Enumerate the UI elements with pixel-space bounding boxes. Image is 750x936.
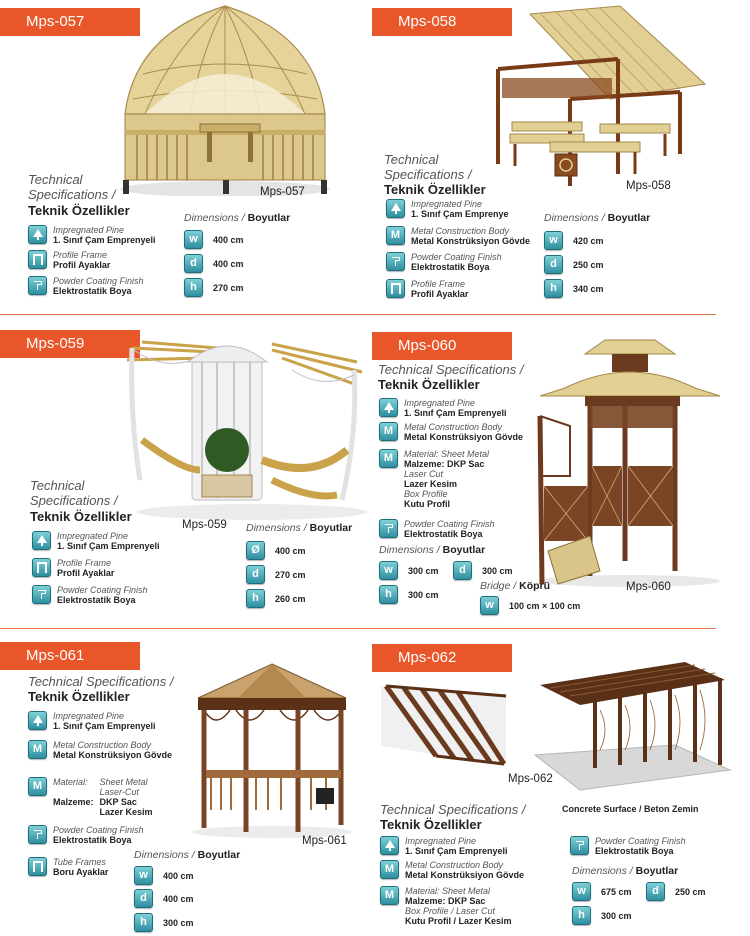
- metal-icon: M: [380, 886, 399, 905]
- product-caption: Mps-059: [182, 519, 227, 531]
- frame-icon: [386, 279, 405, 298]
- spec-item: M Metal Construction Body Metal Konstrüksiyon Gövde: [28, 740, 172, 760]
- height-icon: h: [379, 585, 398, 604]
- dimension-width: w 400 cm: [184, 230, 244, 249]
- paint-icon: [32, 585, 51, 604]
- spec-item: Profile Frame Profil Ayaklar: [32, 558, 114, 578]
- spec-item: Impregnated Pine 1. Sınıf Çam Emprenyeli: [28, 711, 156, 731]
- depth-icon: d: [246, 565, 265, 584]
- bridge-heading: Bridge / Köprü: [480, 580, 551, 592]
- dimension-width: w 420 cm: [544, 231, 604, 250]
- dimension-depth: d 250 cm: [646, 882, 706, 901]
- bridge-dimension: w 100 cm × 100 cm: [480, 596, 580, 615]
- width-icon: w: [379, 561, 398, 580]
- tech-heading-tr: Teknik Özellikler: [30, 509, 132, 524]
- tech-heading: Technical Specifications /: [380, 802, 526, 817]
- width-icon: w: [184, 230, 203, 249]
- spec-item-material: M Material: Sheet Metal Malzeme: DKP Sac Laser Cut Lazer Kesim Box Profile Kutu Profil: [379, 449, 489, 509]
- dimension-depth: d 250 cm: [544, 255, 604, 274]
- height-icon: h: [134, 913, 153, 932]
- concrete-surface-label: Concrete Surface / Beton Zemin: [562, 804, 699, 814]
- frame-icon: [28, 250, 47, 269]
- product-code-tag: Mps-062: [372, 644, 512, 672]
- product-caption: Mps-062: [508, 773, 553, 785]
- frame-icon: [32, 558, 51, 577]
- depth-icon: d: [646, 882, 665, 901]
- dimension-diameter: Ø 400 cm: [246, 541, 306, 560]
- paint-icon: [570, 836, 589, 855]
- pine-icon: [28, 711, 47, 730]
- dimensions-heading: Dimensions / Boyutlar: [246, 522, 353, 534]
- pine-icon: [28, 225, 47, 244]
- dimension-depth: d 400 cm: [134, 889, 194, 908]
- spec-item-material: M Material: Malzeme: Sheet Metal Laser-Cut DKP Sac Lazer Kesim: [28, 777, 153, 817]
- metal-icon: M: [28, 777, 47, 796]
- paint-icon: [379, 519, 398, 538]
- tech-heading: Technical Specifications /: [384, 152, 472, 182]
- dimension-height: h 270 cm: [184, 278, 244, 297]
- paint-icon: [28, 825, 47, 844]
- tech-heading: Technical Specifications /: [378, 362, 524, 377]
- dimension-height: h 300 cm: [134, 913, 194, 932]
- product-code-tag: Mps-060: [372, 332, 512, 360]
- dimension-depth: d 400 cm: [184, 254, 244, 273]
- spec-item: Powder Coating Finish Elektrostatik Boya: [28, 276, 144, 296]
- height-icon: h: [184, 278, 203, 297]
- dimensions-heading: Dimensions / Boyutlar: [572, 865, 679, 877]
- paint-icon: [28, 276, 47, 295]
- spec-item: M Metal Construction Body Metal Konstrüksiyon Gövde: [380, 860, 524, 880]
- spec-item: Profile Frame Profil Ayaklar: [386, 279, 468, 299]
- dimension-height: h 260 cm: [246, 589, 306, 608]
- section-divider: [0, 314, 716, 315]
- dome-gazebo-illustration: [115, 4, 335, 196]
- dimensions-heading: Dimensions / Boyutlar: [379, 544, 486, 556]
- width-icon: w: [134, 866, 153, 885]
- tech-heading-tr: Teknik Özellikler: [28, 203, 130, 218]
- dimension-width: w 300 cm: [379, 561, 439, 580]
- spec-item-material: M Material: Sheet Metal Malzeme: DKP Sac Box Profile / Laser Cut Kutu Profil / Lazer Kesim: [380, 886, 512, 926]
- depth-icon: d: [134, 889, 153, 908]
- tech-heading: Technical Specifications /: [30, 478, 118, 508]
- pergola-frame-illustration: [376, 676, 516, 776]
- spec-item: Impregnated Pine 1. Sınıf Çam Emprenyeli: [32, 531, 160, 551]
- spec-item: Tube Frames Boru Ayaklar: [28, 857, 108, 877]
- product-caption: Mps-061: [302, 835, 347, 847]
- tech-heading-tr: Teknik Özellikler: [378, 377, 480, 392]
- spec-item: M Metal Construction Body Metal Konstrüksiyon Gövde: [379, 422, 523, 442]
- height-icon: h: [246, 589, 265, 608]
- depth-icon: d: [544, 255, 563, 274]
- spec-item: Powder Coating Finish Elektrostatik Boya: [28, 825, 144, 845]
- metal-icon: M: [379, 422, 398, 441]
- metal-icon: M: [379, 449, 398, 468]
- pine-icon: [380, 836, 399, 855]
- tech-heading: Technical Specifications /: [28, 674, 174, 689]
- dimensions-heading: Dimensions / Boyutlar: [544, 212, 651, 224]
- metal-icon: M: [28, 740, 47, 759]
- pergola-concrete-illustration: [525, 650, 735, 800]
- product-code-tag: Mps-061: [0, 642, 140, 670]
- metal-icon: M: [386, 226, 405, 245]
- product-caption: Mps-058: [626, 180, 671, 192]
- dimension-height: h 340 cm: [544, 279, 604, 298]
- product-code-tag: Mps-059: [0, 330, 140, 358]
- product-code-tag: Mps-057: [0, 8, 140, 36]
- pine-icon: [386, 199, 405, 218]
- roofed-bench-illustration: [470, 4, 710, 189]
- tech-heading: Technical Specifications /: [28, 172, 116, 202]
- spec-item: Impregnated Pine 1. Sınıf Çam Emprenyeli: [379, 398, 507, 418]
- product-caption: Mps-057: [260, 186, 305, 198]
- tech-heading-tr: Teknik Özellikler: [28, 689, 130, 704]
- dimension-height: h 300 cm: [572, 906, 632, 925]
- spec-item: Powder Coating Finish Elektrostatik Boya: [379, 519, 495, 539]
- spec-item: Impregnated Pine 1. Sınıf Çam Emprenye: [386, 199, 509, 219]
- spec-item: Impregnated Pine 1. Sınıf Çam Emprenyeli: [28, 225, 156, 245]
- spec-item: Powder Coating Finish Elektrostatik Boya: [32, 585, 148, 605]
- width-icon: w: [572, 882, 591, 901]
- pergola-tower-illustration: [122, 330, 367, 520]
- width-icon: w: [480, 596, 499, 615]
- height-icon: h: [572, 906, 591, 925]
- octagonal-gazebo-illustration: [186, 660, 358, 840]
- dimension-width: w 400 cm: [134, 866, 194, 885]
- pine-icon: [379, 398, 398, 417]
- frame-icon: [28, 857, 47, 876]
- tech-heading-tr: Teknik Özellikler: [384, 182, 486, 197]
- depth-icon: d: [453, 561, 472, 580]
- product-caption: Mps-060: [626, 581, 671, 593]
- metal-icon: M: [380, 860, 399, 879]
- spec-item: Powder Coating Finish Elektrostatik Boya: [570, 836, 686, 856]
- pine-icon: [32, 531, 51, 550]
- diameter-icon: Ø: [246, 541, 265, 560]
- product-code-tag: Mps-058: [372, 8, 512, 36]
- pagoda-gazebo-illustration: [530, 326, 730, 588]
- dimensions-heading: Dimensions / Boyutlar: [184, 212, 291, 224]
- spec-item: Profile Frame Profil Ayaklar: [28, 250, 110, 270]
- dimension-height: h 300 cm: [379, 585, 439, 604]
- height-icon: h: [544, 279, 563, 298]
- depth-icon: d: [184, 254, 203, 273]
- dimensions-heading: Dimensions / Boyutlar: [134, 849, 241, 861]
- spec-item: Powder Coating Finish Elektrostatik Boya: [386, 252, 502, 272]
- spec-item: M Metal Construction Body Metal Konstrüksiyon Gövde: [386, 226, 530, 246]
- paint-icon: [386, 252, 405, 271]
- dimension-width: w 675 cm: [572, 882, 632, 901]
- dimension-depth: d 300 cm: [453, 561, 513, 580]
- spec-item: Impregnated Pine 1. Sınıf Çam Emprenyeli: [380, 836, 508, 856]
- section-divider: [0, 628, 716, 629]
- tech-heading-tr: Teknik Özellikler: [380, 817, 482, 832]
- width-icon: w: [544, 231, 563, 250]
- dimension-depth: d 270 cm: [246, 565, 306, 584]
